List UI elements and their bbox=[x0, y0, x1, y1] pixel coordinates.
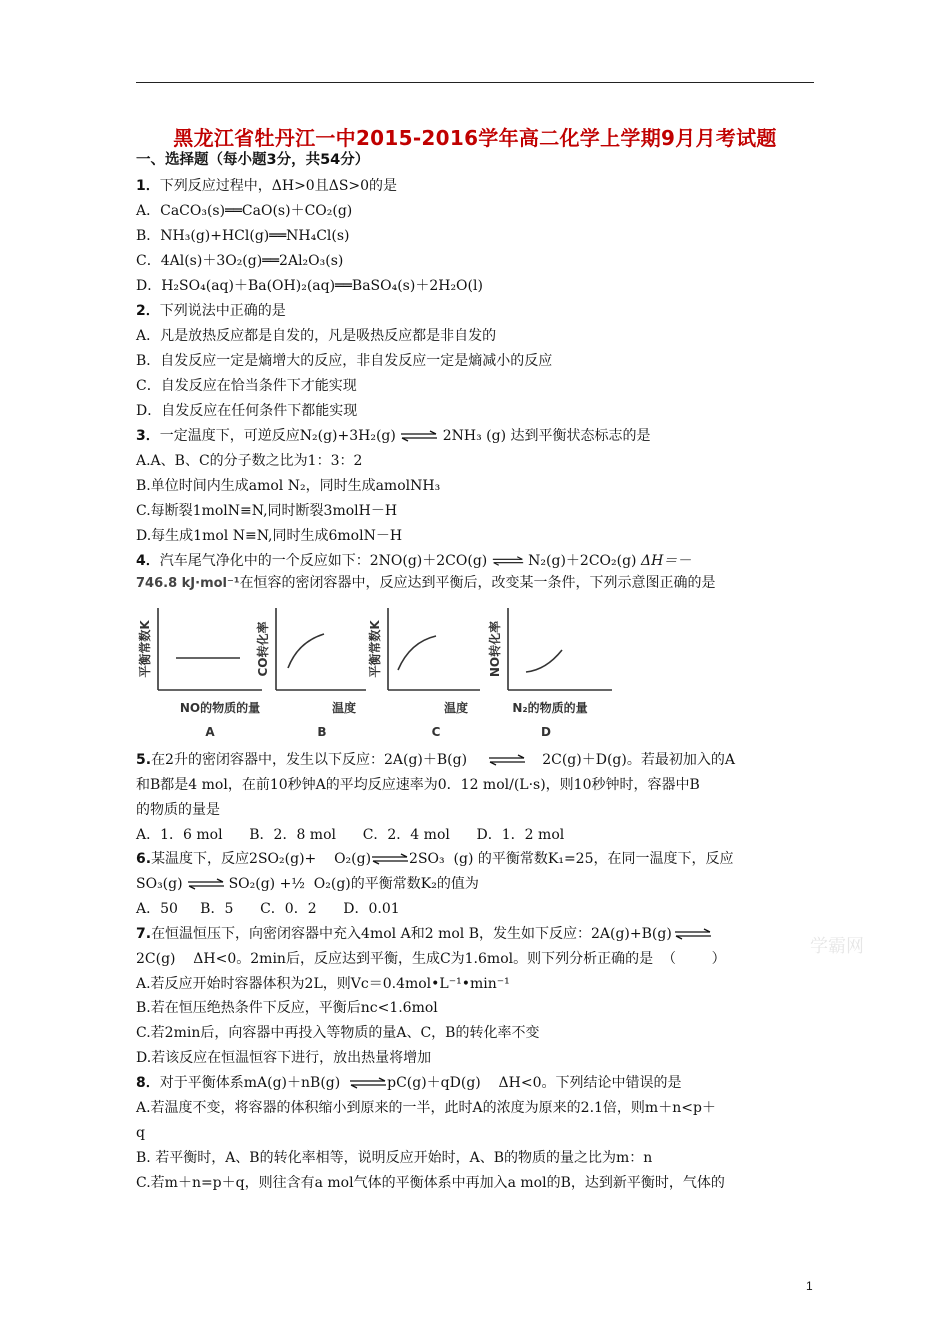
q7-option-c: C.若2min后，向容器中再投入等物质的量A、C，B的转化率不变 bbox=[136, 1025, 540, 1041]
q8-option-a: A.若温度不变，将容器的体积缩小到原来的一半，此时A的浓度为原来的2.1倍，则m＋n<p＋ bbox=[136, 1100, 716, 1116]
question-3-stem bbox=[136, 427, 651, 445]
q5-line-2: 和B都是4 mol，在前10秒钟A的平均反应速率为0．12 mol/(L·s)，则10秒钟时，容器中B bbox=[136, 777, 700, 793]
stem-text: 下列反应过程中，ΔH>0且ΔS>0的是 bbox=[159, 178, 398, 194]
equilibrium-arrow-icon bbox=[672, 928, 714, 940]
curve-rising bbox=[526, 650, 562, 672]
q4-graphs bbox=[136, 598, 814, 746]
q5-options: A．1．6 mol B．2．8 mol C．2．4 mol D．1．2 mol bbox=[136, 827, 565, 843]
question-7-stem bbox=[136, 925, 714, 943]
question-4-stem bbox=[136, 552, 691, 570]
xlabel-c: 温度 bbox=[443, 701, 469, 715]
q2-option-b: B．自发反应一定是熵增大的反应，非自发反应一定是熵减小的反应 bbox=[136, 353, 553, 369]
enthalpy-value: 746.8 kJ·mol⁻¹ bbox=[136, 576, 240, 591]
page-number: 1 bbox=[806, 1279, 813, 1293]
stem-text: 某温度下，反应2SO₂(g)+ O₂(g) bbox=[151, 851, 372, 867]
stem-text: 对于平衡体系mA(g)＋nB(g) bbox=[159, 1075, 341, 1091]
xlabel-a: NO的物质的量 bbox=[179, 701, 261, 715]
question-5-stem bbox=[136, 751, 735, 769]
stem-text: 下列说法中正确的是 bbox=[159, 303, 286, 319]
ylabel-b: CO转化率 bbox=[256, 621, 270, 677]
q2-option-a: A．凡是放热反应都是自发的，凡是吸热反应都是非自发的 bbox=[136, 328, 497, 344]
stem-text-cont: 2NH₃ (g) 达到平衡状态标志的是 bbox=[442, 428, 651, 444]
graph-c bbox=[367, 608, 480, 739]
letter-b: B bbox=[317, 725, 327, 739]
question-2-stem bbox=[136, 302, 286, 320]
q3-option-b: B.单位时间内生成amol N₂，同时生成amolNH₃ bbox=[136, 478, 441, 494]
q1-option-a: A．CaCO₃(s)══CaO(s)＋CO₂(g) bbox=[136, 203, 353, 219]
q5-line-3: 的物质的量是 bbox=[136, 802, 220, 818]
graph-b bbox=[255, 608, 366, 739]
q3-option-a: A.A、B、C的分子数之比为1：3：2 bbox=[136, 453, 363, 469]
question-1-stem bbox=[136, 177, 397, 195]
stem-text-mid: N₂(g)＋2CO₂(g) bbox=[528, 553, 637, 569]
stem-text-cont: SO₂(g) +½ O₂(g)的平衡常数K₂的值为 bbox=[228, 876, 479, 892]
stem-text: 在2升的密闭容器中，发生以下反应：2A(g)＋B(g) bbox=[151, 752, 468, 768]
graph-d bbox=[487, 608, 612, 739]
equilibrium-arrow-icon bbox=[400, 430, 438, 442]
question-number: 1． bbox=[136, 178, 160, 194]
letter-a: A bbox=[205, 725, 215, 739]
q7-option-b: B.若在恒压绝热条件下反应，平衡后nc<1.6mol bbox=[136, 1000, 438, 1016]
question-number: 6. bbox=[136, 851, 152, 867]
letter-c: C bbox=[431, 725, 441, 739]
q6-line-2 bbox=[136, 875, 479, 893]
question-number: 2． bbox=[136, 303, 160, 319]
ylabel-a: 平衡常数K bbox=[138, 620, 152, 678]
ylabel-c: 平衡常数K bbox=[368, 620, 382, 678]
q1-option-b: B．NH₃(g)+HCl(g)══NH₄Cl(s) bbox=[136, 228, 350, 244]
graph-a bbox=[137, 608, 262, 739]
letter-d: D bbox=[541, 725, 551, 739]
equilibrium-arrow-icon bbox=[371, 853, 409, 865]
q2-option-c: C．自发反应在恰当条件下才能实现 bbox=[136, 378, 357, 394]
q1-option-c: C．4Al(s)＋3O₂(g)══2Al₂O₃(s) bbox=[136, 253, 344, 269]
stem-text-cont: pC(g)＋qD(g) ΔH<0。下列结论中错误的是 bbox=[387, 1075, 682, 1091]
xlabel-b: 温度 bbox=[331, 701, 357, 715]
q1-option-d: D．H₂SO₄(aq)＋Ba(OH)₂(aq)══BaSO₄(s)＋2H₂O(l) bbox=[136, 278, 483, 294]
q8-option-b: B. 若平衡时，A、B的转化率相等，说明反应开始时，A、B的物质的量之比为m：n bbox=[136, 1150, 653, 1166]
question-number: 7. bbox=[136, 926, 152, 942]
equilibrium-arrow-icon bbox=[492, 555, 524, 567]
q7-option-a: A.若反应开始时容器体积为2L，则Vc＝0.4mol•L⁻¹•min⁻¹ bbox=[136, 976, 510, 992]
xlabel-d: N₂的物质的量 bbox=[512, 701, 588, 715]
q8-option-a-cont: q bbox=[136, 1125, 145, 1141]
equilibrium-arrow-icon bbox=[349, 1077, 387, 1089]
q3-option-d: D.每生成1mol N≡N,同时生成6molN－H bbox=[136, 528, 403, 544]
ylabel-d: NO转化率 bbox=[488, 620, 502, 678]
section-heading: 一、选择题（每小题3分，共54分） bbox=[136, 152, 370, 168]
header-rule bbox=[136, 82, 814, 83]
curve-rising bbox=[288, 634, 324, 668]
stem-text: 在恒容的密闭容器中，反应达到平衡后，改变某一条件，下列示意图正确的是 bbox=[239, 575, 716, 591]
stem-text: 一定温度下，可逆反应N₂(g)+3H₂(g) bbox=[159, 428, 396, 444]
q7-line-2: 2C(g) ΔH<0。2min后，反应达到平衡，生成C为1.6mol。则下列分析正确的是 （ ） bbox=[136, 951, 726, 967]
q8-option-c: C.若m＋n=p＋q，则往含有a mol气体的平衡体系中再加入a mol的B，达到新平衡时，气体的 bbox=[136, 1175, 725, 1191]
question-number: 5. bbox=[136, 752, 152, 768]
stem-text: SO₃(g) bbox=[136, 876, 183, 892]
question-8-stem bbox=[136, 1074, 682, 1092]
curve-rising bbox=[398, 636, 436, 670]
stem-text-cont: 2SO₃ (g) 的平衡常数K₁=25，在同一温度下，反应 bbox=[409, 851, 734, 867]
question-number: 8． bbox=[136, 1075, 160, 1091]
q2-option-d: D．自发反应在任何条件下都能实现 bbox=[136, 403, 358, 419]
q7-option-d: D.若该反应在恒温恒容下进行，放出热量将增加 bbox=[136, 1050, 432, 1066]
question-number: 4． bbox=[136, 553, 160, 569]
q3-option-c: C.每断裂1molN≡N,同时断裂3molH－H bbox=[136, 503, 398, 519]
stem-text-cont: 2C(g)＋D(g)。若最初加入的A bbox=[542, 752, 735, 768]
question-4-stem-line2 bbox=[136, 574, 716, 593]
equilibrium-arrow-icon bbox=[183, 878, 229, 890]
page-title: 黑龙江省牡丹江一中2015-2016学年高二化学上学期9月月考试题 bbox=[173, 126, 777, 150]
watermark: 学霸网 bbox=[810, 936, 864, 957]
question-6-stem bbox=[136, 850, 734, 868]
q6-options: A．50 B．5 C．0．2 D．0.01 bbox=[136, 901, 400, 917]
equilibrium-arrow-icon bbox=[485, 754, 529, 766]
question-number: 3． bbox=[136, 428, 160, 444]
enthalpy-text: ΔH＝－ bbox=[640, 553, 692, 569]
stem-text: 汽车尾气净化中的一个反应如下：2NO(g)＋2CO(g) bbox=[159, 553, 488, 569]
stem-text: 在恒温恒压下，向密闭容器中充入4mol A和2 mol B，发生如下反应：2A(g)+B(g) bbox=[151, 926, 672, 942]
